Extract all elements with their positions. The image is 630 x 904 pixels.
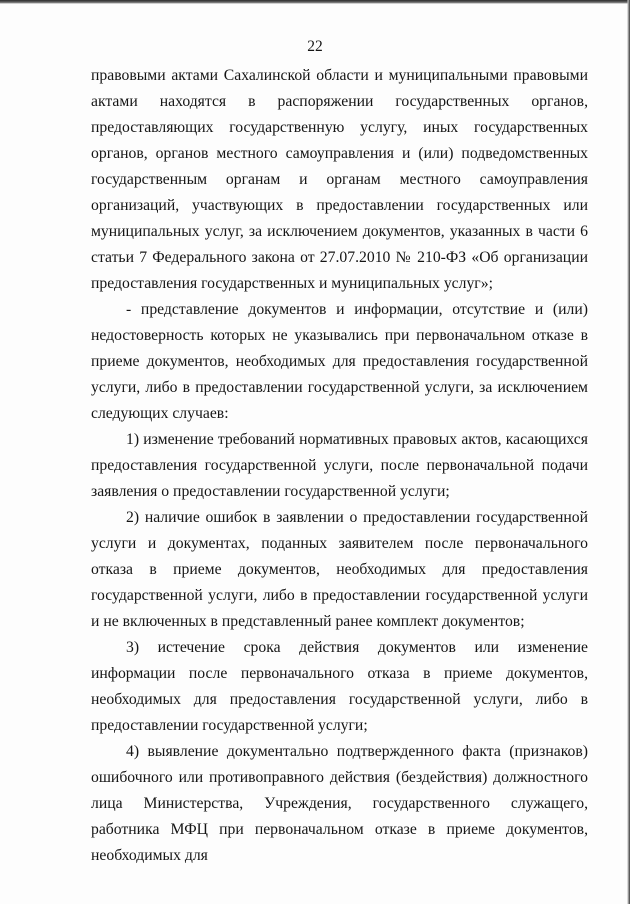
paragraph-bullet-representation: - представление документов и информации, отсутствие и (или) недостоверность которых не указывались при первоначальном отказе в приеме документов, необходимых для предоставления государственной услуги, либо в предоставлении государственной услуги, за исключением следующих случаев: [91,301,588,422]
document-body [91,63,588,869]
list-item-4: 4) выявление документально подтвержденного факта (признаков) ошибочного или противоправного действия (бездействия) должностного лица Министерства, Учреждения, государственного служащего, работника МФЦ при первоначальном отказе в приеме документов, необходимых для [91,743,588,864]
list-item-1: 1) изменение требований нормативных правовых актов, касающихся предоставления государственной услуги, после первоначальной подачи заявления о предоставлении государственной услуги; [91,431,588,500]
paragraph-continuation: правовыми актами Сахалинской области и муниципальными правовыми актами находятся в распоряжении государственных органов, предоставляющих государственную услугу, иных государственных органов, органов местного самоуправления и (или) подведомственных государственным органам и органам местного самоуправления организаций, участвующих в предоставлении государственных или муниципальных услуг, за исключением документов, указанных в части 6 статьи 7 Федерального закона от 27.07.2010 № 210-ФЗ «Об организации предоставления государственных и муниципальных услуг»; [91,67,588,292]
list-item-2: 2) наличие ошибок в заявлении о предоставлении государственной услуги и документах, поданных заявителем после первоначального отказа в приеме документов, необходимых для предоставления государственной услуги, либо в предоставлении государственной услуги и не включенных в представленный ранее комплект документов; [91,509,588,630]
list-item-3: 3) истечение срока действия документов или изменение информации после первоначального отказа в приеме документов, необходимых для предоставления государственной услуги, либо в предоставлении государственной услуги; [91,639,588,734]
scan-top-edge [0,0,630,4]
page-number: 22 [307,38,323,55]
